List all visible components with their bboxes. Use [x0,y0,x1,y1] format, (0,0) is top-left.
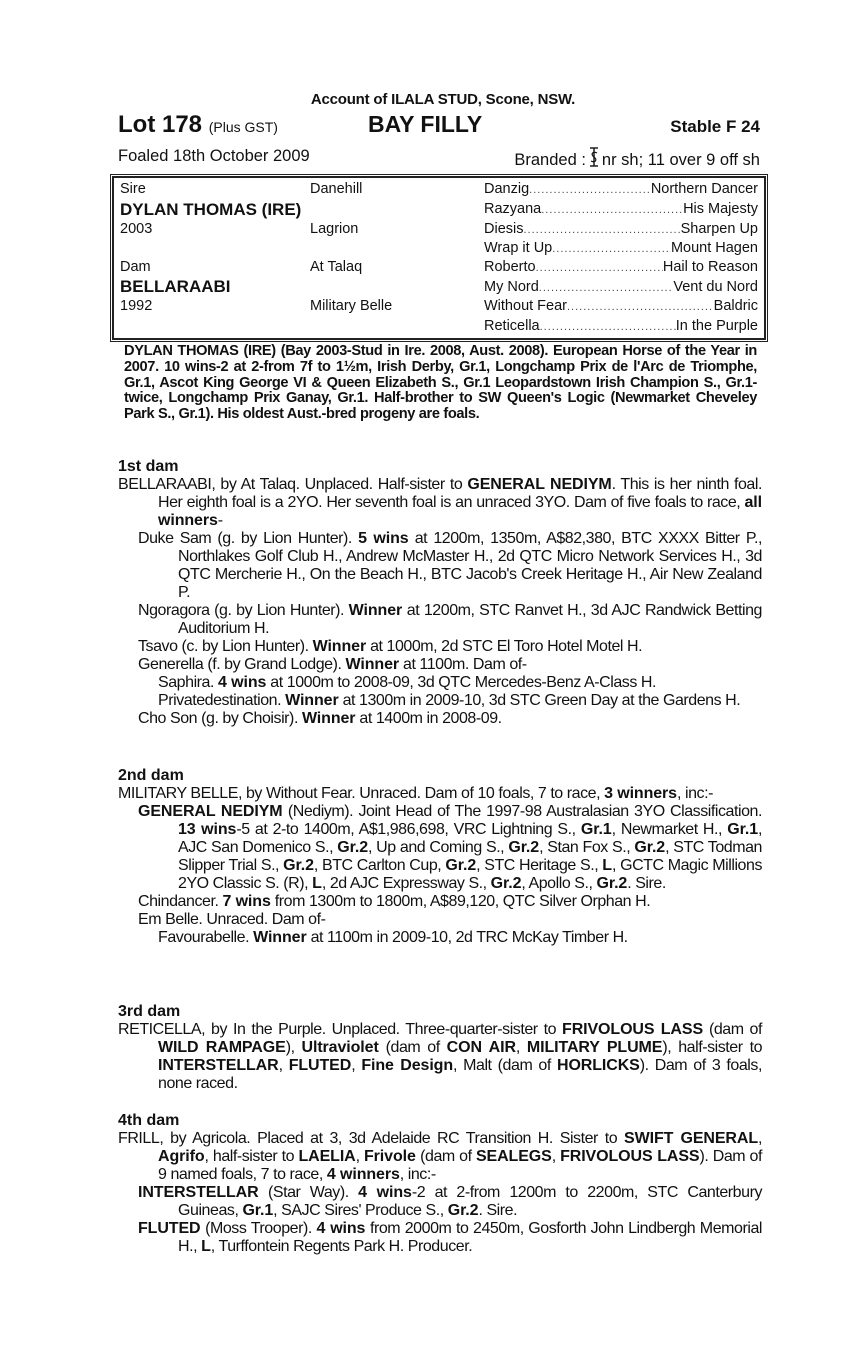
text: Ngoragora (g. by Lion Hunter). [138,602,349,619]
bold-text: INTERSTELLAR [138,1184,259,1201]
ancestor-sire: In the Purple [675,318,758,334]
lot-number [118,111,278,139]
dot-leader [541,201,683,217]
text: , Malt (dam of [453,1057,557,1074]
bold-text: Winner [312,638,367,655]
text: BELLARAABI, by At Talaq. Unplaced. Half-sister to [118,476,468,493]
sire-summary: DYLAN THOMAS (IRE) (Bay 2003-Stud in Ire. 2008, Aust. 2008). European Horse of the Year in 2007. 10 wins-2 at 2-from 7f to 1½m, Irish Derby, Gr.1, Longchamp Prix de l'Arc de Triomphe, Gr.1, Ascot King George VI & Queen Elizabeth S., Gr.1 Leopardstown Irish Champion S., Gr.1-twice, Longchamp Prix Ganay, Gr.1. Half-brother to SW Queen's Logic (Newmarket Cheveley Park S., Gr.1). His oldest Aust.-bred progeny are foals. [124,343,757,423]
ancestor: Razyana [484,201,542,217]
text: RETICELLA, by In the Purple. Unplaced. Three-quarter-sister to [118,1021,563,1038]
text: at 1100m. Dam of- [399,656,527,673]
sire-dam: Lagrion [310,221,359,237]
bold-text: 3 winners [604,785,677,802]
text: Chindancer. [138,893,223,910]
pedigree-entry [118,785,762,803]
ancestor-sire: His Majesty [683,201,758,217]
lot-title: BAY FILLY [368,111,483,137]
bold-text: Gr.2 [447,1202,479,1219]
bold-text: Frivole [364,1148,416,1165]
bold-text: Gr.2 [596,875,628,892]
text: ). Dam of 9 named foals, 7 to race, [158,1148,762,1183]
dot-leader [552,240,671,256]
text: , Apollo S., [521,875,597,892]
ancestor-sire: Baldric [713,298,758,314]
ancestor-sire: Vent du Nord [673,279,758,295]
bold-text: Gr.2 [634,839,666,856]
stable-number: Stable F 24 [670,117,760,136]
dam-sire: At Talaq [310,259,363,275]
text: from 1300m to 1800m, A$89,120, QTC Silver Orphan H. [270,893,651,910]
bold-text: WILD RAMPAGE [158,1039,286,1056]
bold-text: Winner [348,602,403,619]
bold-text: FRIVOLOUS LASS [560,1148,700,1165]
pedigree-ancestor-pair [484,318,758,334]
text: -5 at 2-to 1400m, A$1,986,698, VRC Lightning S., [236,821,581,838]
pedigree-entry [118,692,762,710]
text: Generella (f. by Grand Lodge). [138,656,346,673]
text: (dam of [415,1148,476,1165]
text: Tsavo (c. by Lion Hunter). [138,638,313,655]
text: (Moss Trooper). [200,1220,317,1237]
bold-text: Gr.2 [508,839,540,856]
dam-year: 1992 [120,298,153,314]
bold-text: Gr.1 [580,821,612,838]
text: (dam of [703,1021,762,1038]
pedigree-table [112,176,766,340]
bold-text: HORLICKS [557,1057,640,1074]
gst-note: (Plus GST) [208,119,278,135]
sire-year: 2003 [120,221,153,237]
text: MILITARY BELLE, by Without Fear. Unraced. Dam of 10 foals, 7 to race, [118,785,605,802]
text: , SAJC Sires' Produce S., [273,1202,448,1219]
pedigree-entry [118,476,762,530]
pedigree-ancestor-pair [484,259,758,275]
text: at 1000m, 2d STC El Toro Hotel Motel H. [366,638,643,655]
dot-leader [523,221,680,237]
bold-text: L [602,857,612,874]
bold-text: 7 wins [222,893,271,910]
dam-name: BELLARAABI [120,277,231,296]
text: Favourabelle. [158,929,254,946]
dam-section [118,1003,762,1093]
text: (Star Way). [258,1184,359,1201]
text: Privatedestination. [158,692,286,709]
pedigree-ancestor-pair [484,201,758,217]
text: , Turffontein Regents Park H. Producer. [210,1238,473,1255]
dot-leader [529,181,651,197]
bold-text: Winner [301,710,356,727]
bold-text: Winner [285,692,339,709]
text: at 1200m, STC Ranvet H., 3d AJC Randwick Betting Auditorium H. [178,602,762,637]
bold-text: SWIFT GENERAL [624,1130,759,1147]
bold-text: Gr.1 [727,821,758,838]
bold-text: Fine Design [361,1057,454,1074]
pedigree-entry [118,1021,762,1093]
ancestor: Roberto [484,259,536,275]
pedigree-entry [118,710,762,728]
brand-mark-icon [589,147,599,167]
pedigree-entry [118,656,762,674]
text: , [515,1039,527,1056]
pedigree-entry [118,893,762,911]
bold-text: Winner [253,929,307,946]
bold-text: L [312,875,322,892]
pedigree-entry [118,1130,762,1184]
bold-text: MILITARY PLUME [526,1039,663,1056]
pedigree-ancestor-pair [484,181,758,197]
text: ), half-sister to [662,1039,763,1056]
pedigree-entry [118,1220,762,1256]
text: - [217,512,223,529]
text: , GCTC Magic Millions 2YO Classic S. (R), [178,857,762,892]
dot-leader [539,279,674,295]
vendor-account: Account of ILALA STUD, Scone, NSW. [310,91,576,108]
branded-label: Branded : [514,151,586,169]
pedigree-ancestor-pair [484,240,758,256]
section-heading: 3rd dam [118,1003,181,1020]
text: , [278,1057,289,1074]
section-heading: 1st dam [118,458,179,475]
text: , STC Todman Slipper Trial S., [178,839,762,874]
section-heading: 2nd dam [118,767,184,784]
text: , [758,1130,763,1147]
text: Em Belle. Unraced. Dam of- [138,911,326,928]
text: , [351,1057,362,1074]
text: , [355,1148,364,1165]
text: , Newmarket H., [611,821,728,838]
dam-section [118,767,762,947]
text: (dam of [378,1039,447,1056]
text: , BTC Carlton Cup, [313,857,446,874]
pedigree-entry [118,602,762,638]
pedigree-entry [118,929,762,947]
section-heading: 4th dam [118,1112,180,1129]
dam-label: Dam [120,259,151,275]
dam-section [118,458,762,728]
text: ). Dam of 3 foals, none raced. [158,1057,762,1092]
text: , inc:- [399,1166,436,1183]
bold-text: all winners [158,494,762,529]
text: , [551,1148,561,1165]
text: , Stan Fox S., [539,839,635,856]
pedigree-entry [118,1184,762,1220]
pedigree-ancestor-pair [484,221,758,237]
bold-text: Ultraviolet [301,1039,379,1056]
text: ), [285,1039,302,1056]
sire-sire: Danehill [310,181,363,197]
ancestor-sire: Mount Hagen [670,240,758,256]
text: Saphira. [158,674,218,691]
ancestor: Danzig [484,181,530,197]
pedigree-entry [118,530,762,602]
text: , 2d AJC Expressway S., [321,875,491,892]
bold-text: FLUTED [288,1057,352,1074]
bold-text: L [201,1238,211,1255]
bold-text: Gr.2 [445,857,477,874]
pedigree-ancestor-pair [484,279,758,295]
dot-leader [536,259,663,275]
text: , Up and Coming S., [368,839,509,856]
bold-text: LAELIA [298,1148,356,1165]
bold-text: Gr.1 [242,1202,274,1219]
pedigree-entry [118,638,762,656]
bold-text: INTERSTELLAR [158,1057,279,1074]
lot-label: Lot 178 [118,111,203,138]
bold-text: 4 wins [218,674,267,691]
text: at 1400m in 2008-09. [355,710,502,727]
ancestor-sire: Hail to Reason [662,259,758,275]
text: Duke Sam (g. by Lion Hunter). [138,530,359,547]
bold-text: FRIVOLOUS LASS [562,1021,704,1038]
foaled-date: Foaled 18th October 2009 [118,147,310,165]
text: , inc:- [676,785,713,802]
bold-text: Gr.2 [283,857,314,874]
text: , STC Heritage S., [476,857,603,874]
text: , half-sister to [204,1148,299,1165]
bold-text: GENERAL NEDIYM [138,803,283,820]
branded-text: nr sh; 11 over 9 off sh [601,151,760,169]
bold-text: 4 wins [316,1220,366,1237]
bold-text: 5 wins [358,530,409,547]
ancestor: Wrap it Up [484,240,553,256]
sire-label: Sire [120,181,146,197]
brand-info [514,147,760,170]
bold-text: 4 winners [326,1166,400,1183]
text: at 1300m in 2009-10, 3d STC Green Day at the Gardens H. [338,692,741,709]
text: at 1100m in 2009-10, 2d TRC McKay Timber H. [306,929,628,946]
text: FRILL, by Agricola. Placed at 3, 3d Adelaide RC Transition H. Sister to [118,1130,625,1147]
bold-text: Winner [345,656,399,673]
ancestor: Diesis [484,221,524,237]
bold-text: SEALEGS [475,1148,552,1165]
text: Cho Son (g. by Choisir). [138,710,302,727]
dam-dam: Military Belle [310,298,393,314]
text: from 2000m to 2450m, Gosforth John Lindbergh Memorial H., [178,1220,762,1255]
bold-text: Gr.2 [490,875,522,892]
pedigree-entry [118,803,762,893]
dot-leader [540,318,676,334]
text: . This is her ninth foal. Her eighth foal is a 2YO. Her seventh foal is an unraced 3YO. Dam of five foals to race, [158,476,762,511]
ancestor-sire: Sharpen Up [680,221,758,237]
pedigree-entry [118,674,762,692]
ancestor: My Nord [484,279,539,295]
dam-section [118,1112,762,1256]
text: , AJC San Domenico S., [178,821,762,856]
ancestor-sire: Northern Dancer [650,181,758,197]
ancestor: Without Fear [484,298,567,314]
text: . Sire. [627,875,666,892]
text: . Sire. [478,1202,518,1219]
ancestor: Reticella [484,318,540,334]
text: (Nediym). Joint Head of The 1997-98 Australasian 3YO Classification. [282,803,762,820]
sire-name: DYLAN THOMAS (IRE) [120,200,302,219]
pedigree-ancestor-pair [484,298,758,314]
bold-text: 13 wins [178,821,237,838]
text: -2 at 2-from 1200m to 2200m, STC Canterbury Guineas, [178,1184,762,1219]
bold-text: Agrifo [158,1148,205,1165]
bold-text: Gr.2 [337,839,369,856]
text: at 1000m to 2008-09, 3d QTC Mercedes-Benz A-Class H. [266,674,656,691]
text: at 1200m, 1350m, A$82,380, BTC XXXX Bitter P., Northlakes Golf Club H., Andrew McMaster H., 2d QTC Micro Network Services H., 3d QTC Mercherie H., On the Beach H., BTC Jacob's Creek Heritage H., Air New Zealand P. [178,530,762,601]
bold-text: CON AIR [446,1039,516,1056]
bold-text: GENERAL NEDIYM [467,476,612,493]
dot-leader [567,298,714,314]
bold-text: 4 wins [358,1184,412,1201]
bold-text: FLUTED [138,1220,201,1237]
pedigree-entry [118,911,762,929]
